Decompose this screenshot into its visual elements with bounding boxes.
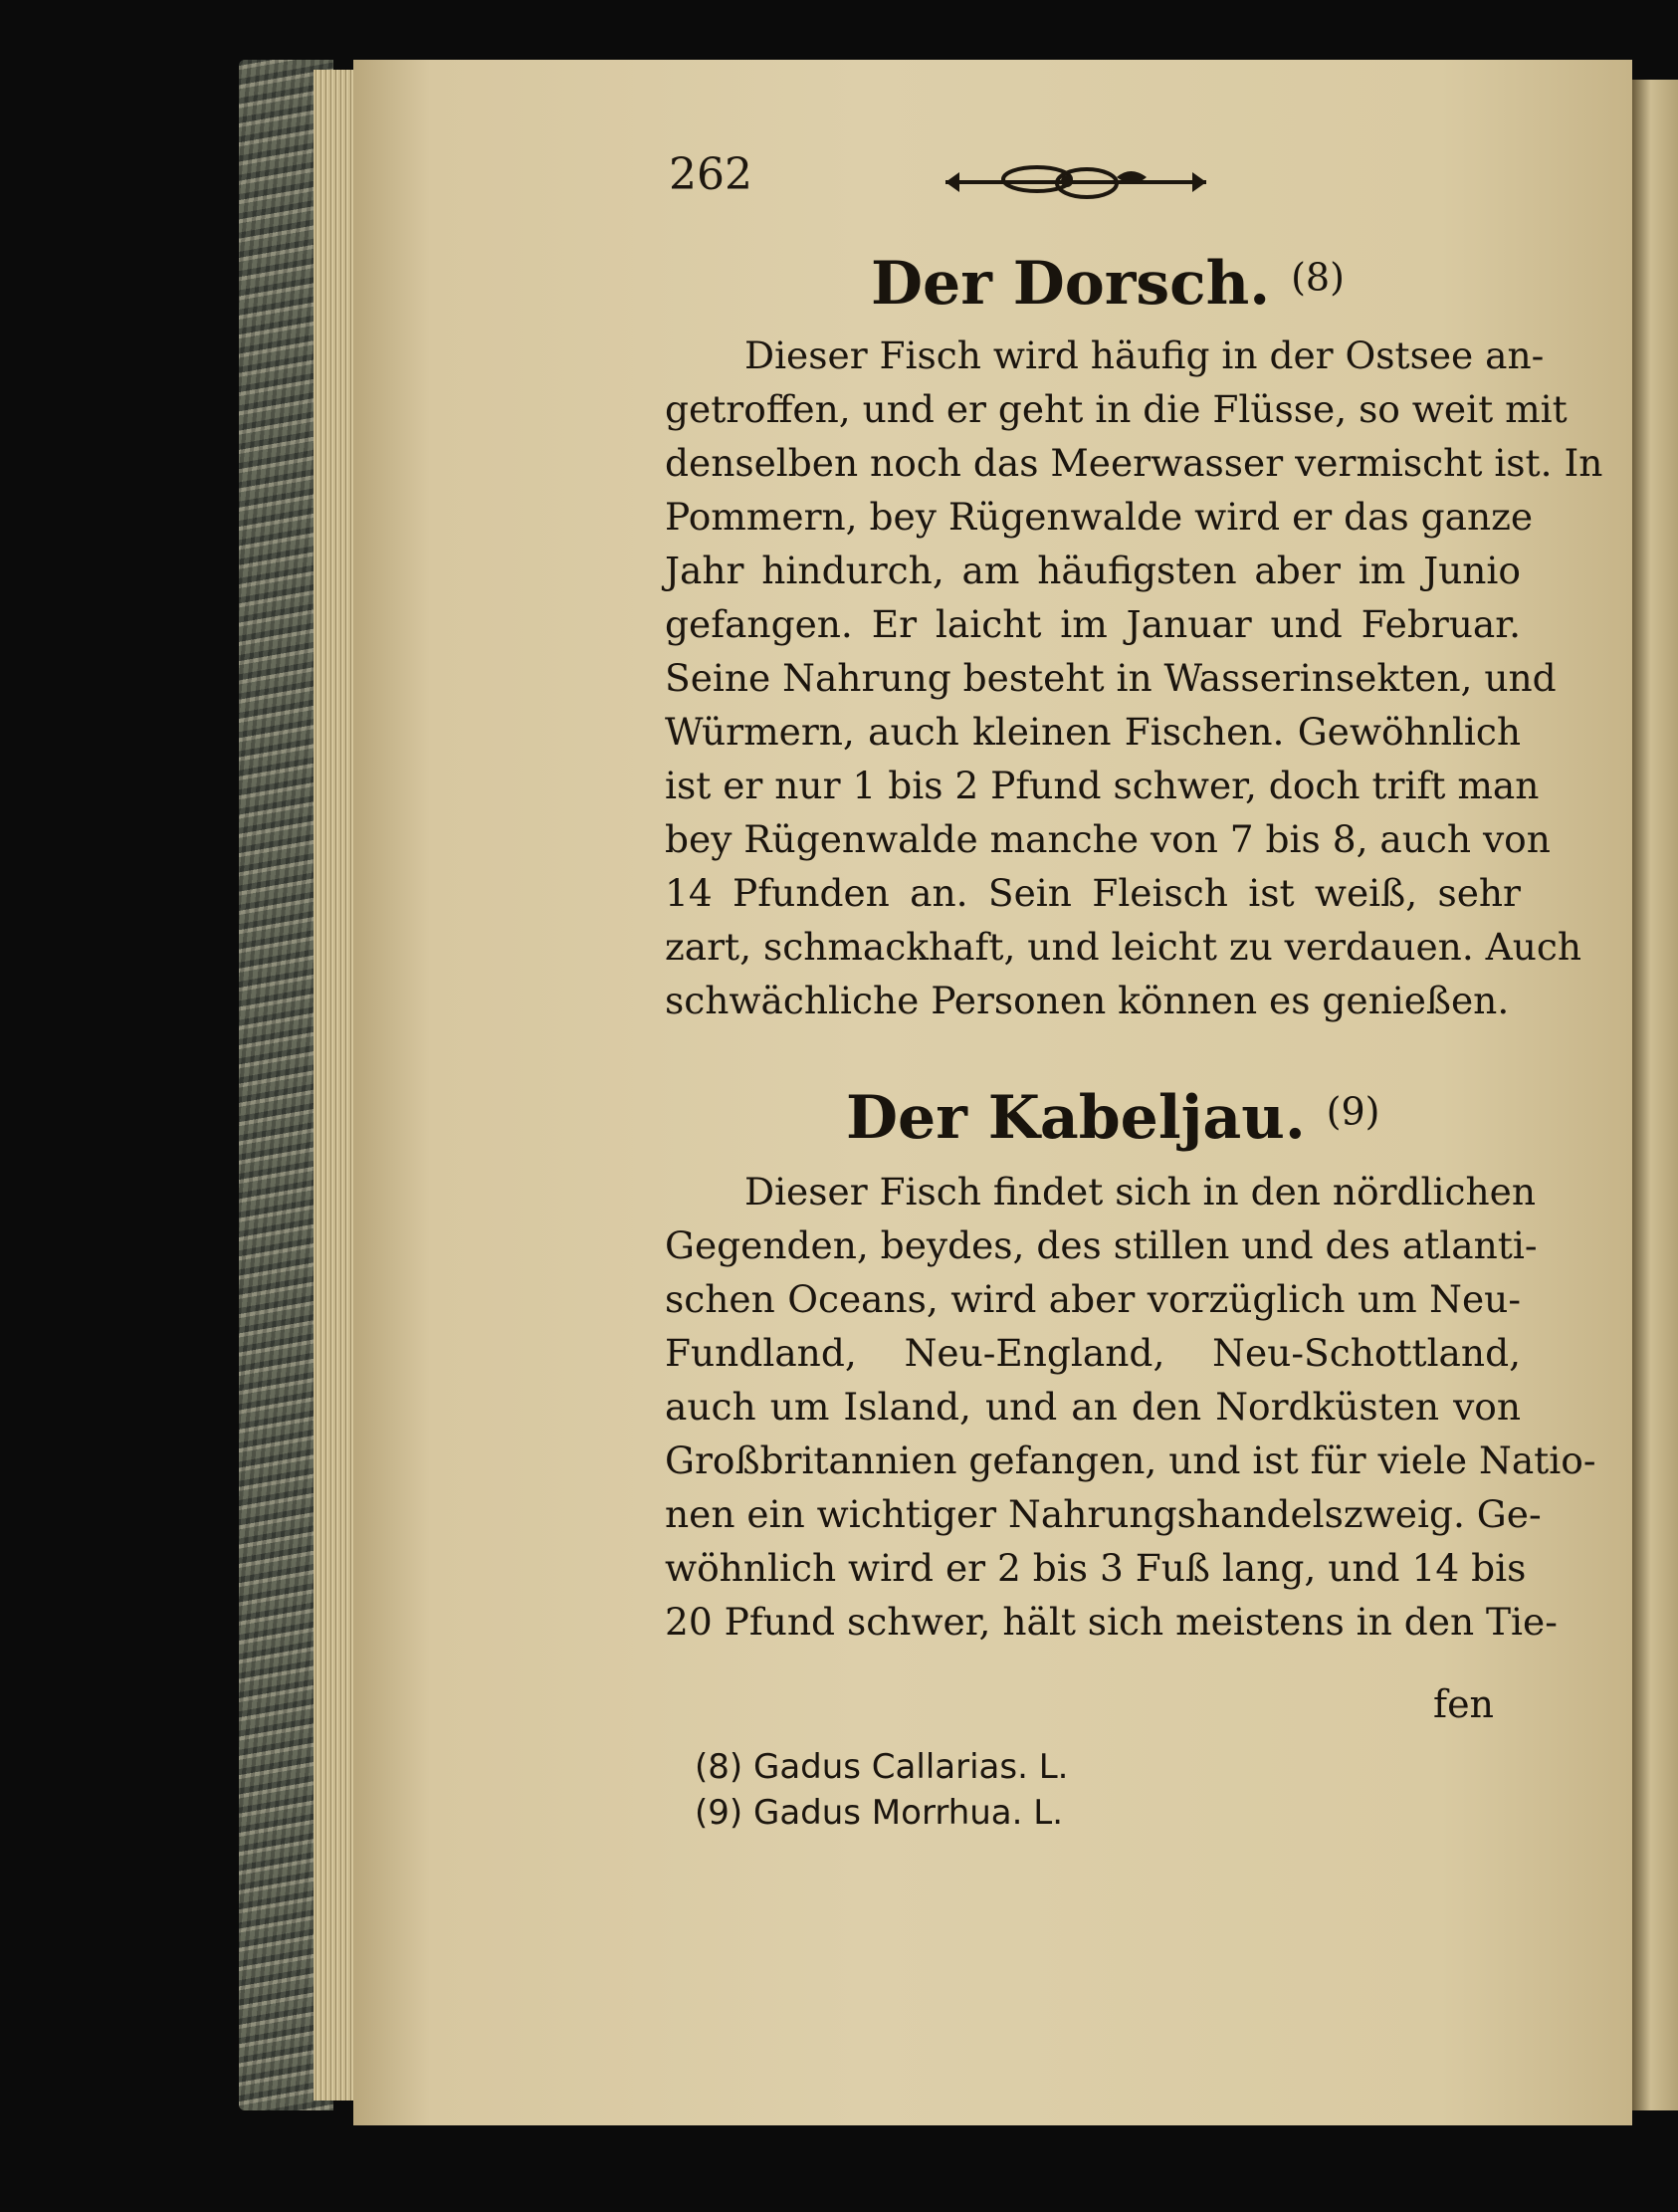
text-line: 20 Pfund schwer, hält sich meistens in den Tie- bbox=[665, 1600, 1558, 1644]
text-line: Jahr hindurch, am häufigsten aber im Junio bbox=[665, 549, 1521, 592]
footnote: (9) Gadus Morrhua. L. bbox=[695, 1793, 1063, 1833]
catchword: fen bbox=[1433, 1682, 1495, 1726]
section-heading-dorsch: Der Dorsch. $^{(8)}$ bbox=[871, 249, 1345, 319]
text-line: zart, schmackhaft, und leicht zu verdauen. Auch bbox=[665, 925, 1582, 969]
text-line: Dieser Fisch wird häufig in der Ostsee an- bbox=[744, 333, 1545, 377]
text-line: Pommern, bey Rügenwalde wird er das ganze bbox=[665, 495, 1534, 539]
footnote-reference: (8) bbox=[1291, 255, 1345, 300]
text-line: gefangen. Er laicht im Januar und Februar. bbox=[665, 602, 1521, 646]
header-ornament-icon bbox=[938, 159, 1214, 205]
text-line: getroffen, und er geht in die Flüsse, so weit mit bbox=[665, 387, 1568, 431]
text-line: Seine Nahrung besteht in Wasserinsekten, und bbox=[665, 656, 1557, 700]
paragraph-kabeljau bbox=[665, 1165, 1596, 1649]
text-line: 14 Pfunden an. Sein Fleisch ist weiß, sehr bbox=[665, 871, 1521, 915]
text-line: ist er nur 1 bis 2 Pfund schwer, doch trift man bbox=[665, 764, 1540, 807]
text-line: schen Oceans, wird aber vorzüglich um Neu- bbox=[665, 1277, 1521, 1321]
facing-page-edge bbox=[1632, 80, 1678, 2110]
text-line: denselben noch das Meerwasser vermischt ist. In bbox=[665, 441, 1603, 485]
footnote-reference: (9) bbox=[1326, 1089, 1380, 1134]
page-header bbox=[669, 149, 1226, 219]
section-heading-kabeljau: Der Kabeljau. $^{(9)}$ bbox=[846, 1083, 1380, 1153]
page-number: 262 bbox=[669, 149, 752, 200]
paragraph-dorsch bbox=[665, 329, 1603, 1027]
text-line: auch um Island, und an den Nordküsten von bbox=[665, 1385, 1521, 1429]
text-line: Dieser Fisch findet sich in den nördlichen bbox=[744, 1170, 1537, 1214]
text-line: Großbritannien gefangen, und ist für viele Natio- bbox=[665, 1438, 1596, 1482]
text-line: wöhnlich wird er 2 bis 3 Fuß lang, und 14 bis bbox=[665, 1546, 1527, 1590]
footnotes bbox=[695, 1744, 1068, 1836]
text-line: Würmern, auch kleinen Fischen. Gewöhnlich bbox=[665, 710, 1521, 754]
text-line: bey Rügenwalde manche von 7 bis 8, auch von bbox=[665, 817, 1551, 861]
footnote: (8) Gadus Callarias. L. bbox=[695, 1747, 1069, 1787]
text-line: nen ein wichtiger Nahrungshandelszweig. Ge- bbox=[665, 1492, 1542, 1536]
text-line: schwächliche Personen können es genießen. bbox=[665, 979, 1510, 1022]
text-line: Fundland, Neu-England, Neu-Schottland, bbox=[665, 1331, 1521, 1375]
text-line: Gegenden, beydes, des stillen und des atlanti- bbox=[665, 1223, 1538, 1267]
